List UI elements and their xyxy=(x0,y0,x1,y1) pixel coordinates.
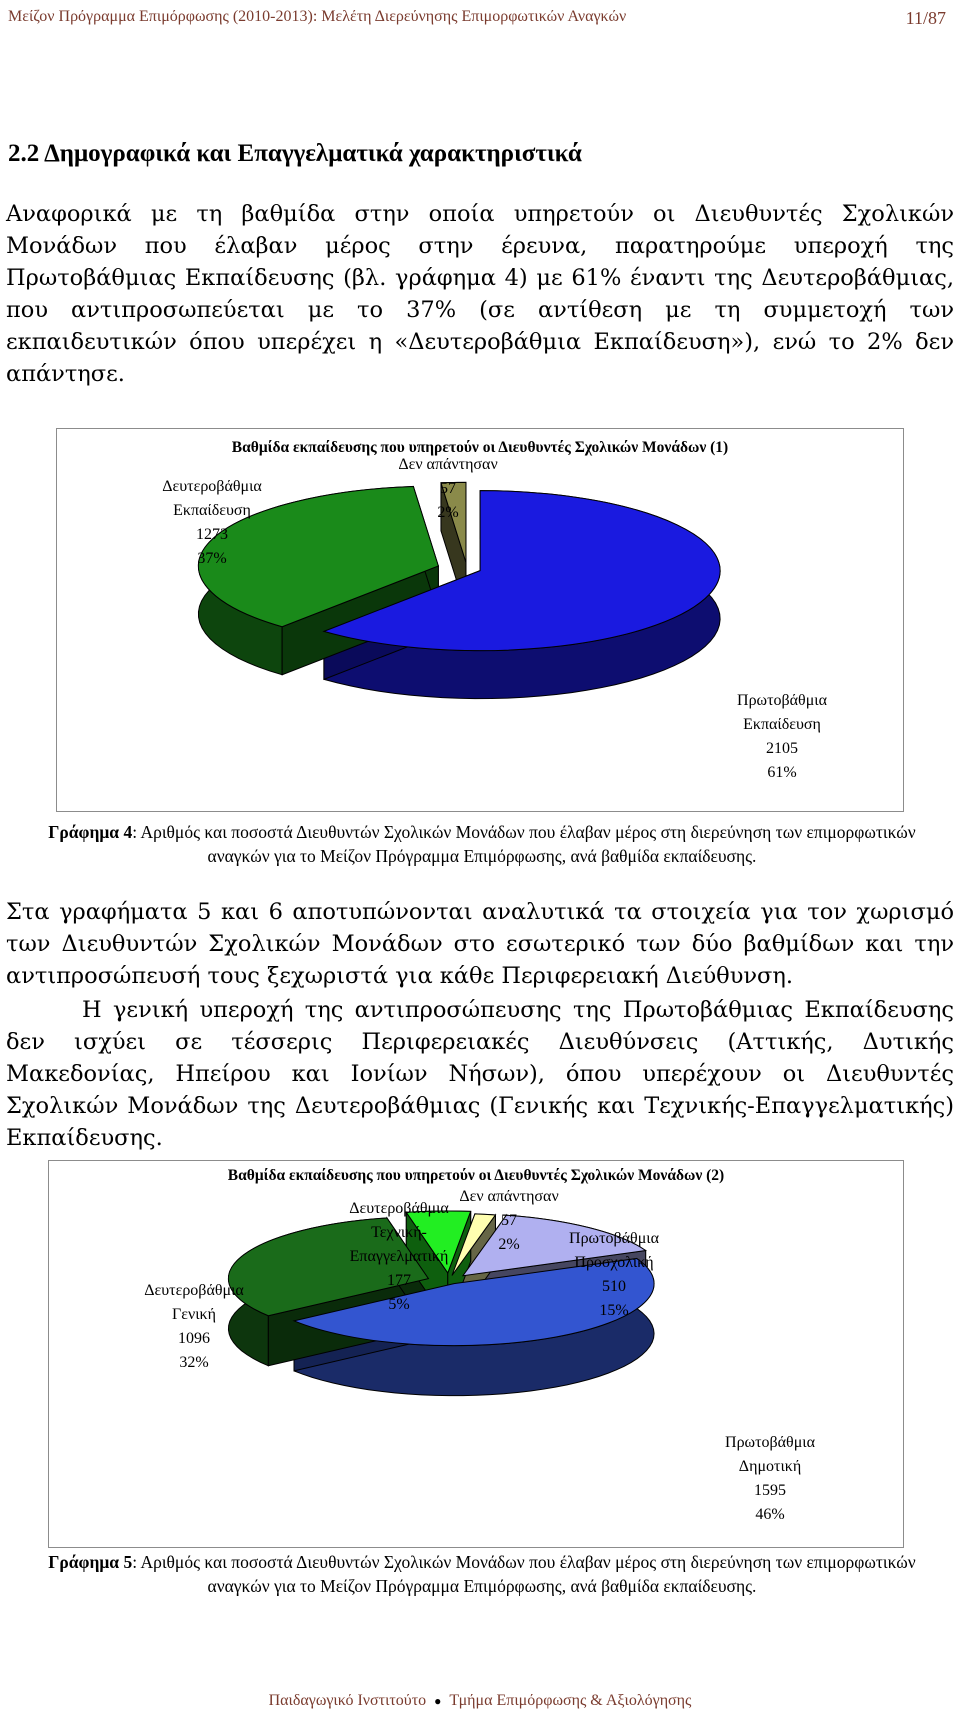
slice-percent: 46% xyxy=(755,1506,785,1523)
bullet-icon: ● xyxy=(434,1694,442,1708)
slice-percent: 37% xyxy=(197,550,227,567)
caption-label: Γράφημα 5 xyxy=(48,1552,133,1572)
slice-label: Πρωτοβάθμια xyxy=(725,1434,815,1451)
chart-1 xyxy=(56,428,904,812)
slice-value: 57 xyxy=(440,480,456,497)
document-title: Μείζον Πρόγραμμα Επιμόρφωσης (2010-2013): Μελέτη Διερεύνησης Επιμορφωτικών Αναγκών xyxy=(8,8,627,25)
chart-2 xyxy=(48,1160,904,1548)
slice-label: Γενική xyxy=(172,1306,216,1323)
chart-1-label-primary xyxy=(717,689,847,785)
paragraph-3: Η γενική υπεροχή της αντιπροσώπευσης της Πρωτοβάθμιας Εκπαίδευσης δεν ισχύει σε τέσσερις Περιφερειακές Διευθύνσεις (Αττικής, Δυτικής Μακεδονίας, Ηπείρου και Ιονίων Νήσων), όπου υπερέχουν οι Διευθυντές Σχολικών Μονάδων της Δευτεροβάθμιας (Γενικής και Τεχνικής-Επαγγελματικής) Εκπαίδευσης. xyxy=(6,997,954,1151)
slice-label: Δεν απάντησαν xyxy=(459,1188,559,1205)
slice-label: Εκπαίδευση xyxy=(173,502,251,519)
slice-value: 1273 xyxy=(196,526,228,543)
page-number: 11/87 xyxy=(905,8,946,28)
figure-caption-2 xyxy=(30,1550,934,1598)
paragraph-1: Αναφορικά με τη βαθμίδα στην οποία υπηρετούν οι Διευθυντές Σχολικών Μονάδων που έλαβαν μέρος στην έρευνα, παρατηρούμε υπεροχή της Πρωτοβάθμιας Εκπαίδευσης (βλ. γράφημα 4) με 61% έναντι της Δευτεροβάθμιας, που αντιπροσωπεύεται με το 37% (σε αντίθεση με τη συμμετοχή των εκπαιδευτικών όπου υπερέχει η «Δευτεροβάθμια Εκπαίδευση»), ενώ το 2% δεν απάντησε. xyxy=(6,201,954,387)
chart-2-label-preschool xyxy=(549,1227,679,1323)
section-title: 2.2 Δημογραφικά και Επαγγελματικά χαρακτηριστικά xyxy=(8,140,582,167)
slice-label: Πρωτοβάθμια xyxy=(569,1230,659,1247)
slice-label: Δεν απάντησαν xyxy=(398,456,498,473)
slice-label: Τεχνική- xyxy=(371,1224,427,1241)
slice-percent: 32% xyxy=(179,1354,209,1371)
slice-percent: 5% xyxy=(388,1296,410,1313)
slice-value: 57 xyxy=(501,1212,517,1229)
slice-label: Πρωτοβάθμια xyxy=(737,692,827,709)
slice-percent: 61% xyxy=(767,764,797,781)
caption-label: Γράφημα 4 xyxy=(48,822,133,842)
chart-1-label-secondary xyxy=(147,475,277,571)
slice-value: 1595 xyxy=(754,1482,786,1499)
slice-label: Δευτεροβάθμια xyxy=(162,478,262,495)
chart-2-label-general xyxy=(129,1279,259,1375)
caption-text: : Αριθμός και ποσοστά Διευθυντών Σχολικών Μονάδων που έλαβαν μέρος στη διερεύνηση των επιμορφωτικών αναγκών για το Μείζον Πρόγραμμα Επιμόρφωσης, ανά βαθμίδα εκπαίδευσης. xyxy=(132,1552,916,1596)
chart-1-title: Βαθμίδα εκπαίδευσης που υπηρετούν οι Διευθυντές Σχολικών Μονάδων (1) xyxy=(231,439,729,456)
slice-percent: 15% xyxy=(599,1302,629,1319)
chart-2-label-primary xyxy=(705,1431,835,1527)
slice-label: Επαγγελματική xyxy=(349,1248,449,1265)
slice-percent: 2% xyxy=(498,1236,520,1253)
caption-text: : Αριθμός και ποσοστά Διευθυντών Σχολικών Μονάδων που έλαβαν μέρος στη διερεύνηση των επιμορφωτικών αναγκών για το Μείζον Πρόγραμμα Επιμόρφωσης, ανά βαθμίδα εκπαίδευσης. xyxy=(132,822,916,866)
figure-caption-1 xyxy=(30,820,934,868)
page-footer xyxy=(0,1692,960,1710)
footer-right: Τμήμα Επιμόρφωσης & Αξιολόγησης xyxy=(449,1692,692,1709)
slice-value: 1096 xyxy=(178,1330,210,1347)
chart-2-label-technical xyxy=(329,1197,469,1317)
footer-left: Παιδαγωγικό Ινστιτούτο xyxy=(268,1692,427,1709)
slice-label: Δευτεροβάθμια xyxy=(144,1282,244,1299)
slice-percent: 2% xyxy=(437,504,459,521)
page-header xyxy=(8,8,946,34)
slice-label: Δευτεροβάθμια xyxy=(349,1200,449,1217)
slice-label: Προσχολική xyxy=(574,1254,654,1271)
slice-label: Εκπαίδευση xyxy=(743,716,821,733)
paragraph-2: Στα γραφήματα 5 και 6 αποτυπώνονται αναλυτικά τα στοιχεία για τον χωρισμό των Διευθυντών Σχολικών Μονάδων στο εσωτερικό των δύο βαθμίδων και την αντιπροσώπευσή τους ξεχωριστά για κάθε Περιφερειακή Διεύθυνση. xyxy=(6,899,954,989)
chart-1-label-noanswer xyxy=(383,453,513,525)
slice-value: 510 xyxy=(602,1278,626,1295)
chart-2-title: Βαθμίδα εκπαίδευσης που υπηρετούν οι Διευθυντές Σχολικών Μονάδων (2) xyxy=(227,1167,725,1184)
slice-value: 177 xyxy=(387,1272,411,1289)
slice-label: Δημοτική xyxy=(738,1458,802,1475)
slice-value: 2105 xyxy=(766,740,798,757)
